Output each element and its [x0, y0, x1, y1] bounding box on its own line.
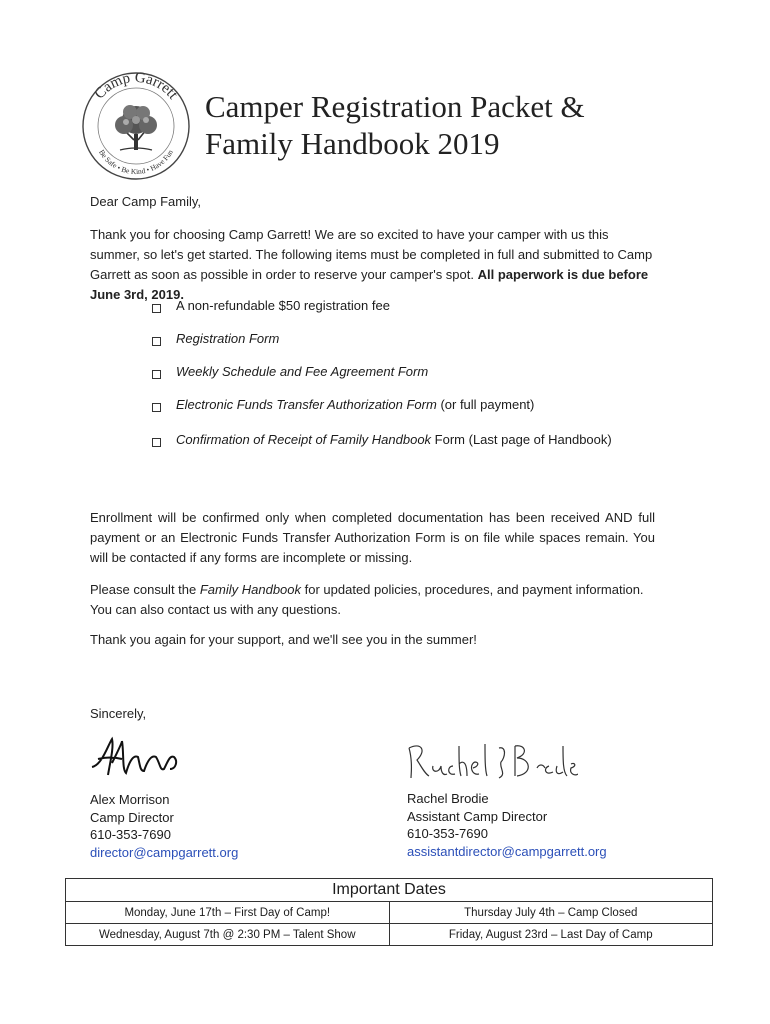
tree-icon [115, 105, 157, 150]
title-line-2: Family Handbook 2019 [205, 126, 500, 161]
enrollment-paragraph: Enrollment will be confirmed only when completed documentation has been received AND full payment or an Electronic Funds Transfer Authorization Form is on file while spaces remain. You will be contacted if any forms are incomplete or missing. [90, 510, 655, 565]
svg-text:Be Safe • Be Kind • Have Fun: Be Safe • Be Kind • Have Fun [97, 147, 175, 177]
checkbox-icon[interactable] [152, 403, 161, 412]
title-line-1: Camper Registration Packet & [205, 89, 585, 124]
intro-text: Thank you for choosing Camp Garrett! We are so excited to have your camper with us this summer, so let's get started. The following items must be completed in full and submitted to Camp Garrett as soon as possible in order to reserve your camper's spot. [90, 227, 653, 282]
signatory-title: Assistant Camp Director [407, 808, 548, 824]
checkbox-icon[interactable] [152, 304, 161, 313]
signature-rachel [403, 736, 578, 784]
signatory-email-link[interactable]: assistantdirector@campgarrett.org [407, 843, 607, 859]
table-heading: Important Dates [66, 879, 713, 902]
important-dates-table [65, 878, 713, 946]
closing: Sincerely, [90, 706, 147, 721]
checklist-item: Confirmation of Receipt of Family Handbook Form (Last page of Handbook) [150, 432, 612, 465]
deadline-text: All paperwork is due before June 3rd, 2019. [90, 267, 649, 302]
camp-logo [80, 70, 192, 182]
checklist-item: A non-refundable $50 registration fee [150, 298, 612, 331]
checklist-item: Weekly Schedule and Fee Agreement Form [150, 364, 612, 397]
checkbox-icon[interactable] [152, 370, 161, 379]
signatory-alex [90, 791, 238, 861]
date-cell: Friday, August 23rd – Last Day of Camp [389, 924, 713, 946]
signature-alex [88, 733, 188, 783]
signatory-name: Rachel Brodie [407, 791, 489, 806]
greeting: Dear Camp Family, [90, 194, 202, 209]
signatory-email-link[interactable]: director@campgarrett.org [90, 844, 239, 860]
checkbox-icon[interactable] [152, 337, 161, 346]
consult-paragraph: Please consult the Family Handbook for updated policies, procedures, and payment information. You can also contact us with any questions. [90, 582, 644, 617]
signatory-title: Camp Director [90, 809, 174, 825]
page-title [205, 88, 725, 162]
intro-paragraph [90, 225, 660, 305]
svg-text:Camp Garrett: Camp Garrett [91, 70, 181, 103]
signatory-rachel [407, 790, 607, 860]
table-row [66, 924, 713, 946]
thanks-paragraph: Thank you again for your support, and we'll see you in the summer! [90, 632, 477, 647]
date-cell: Monday, June 17th – First Day of Camp! [66, 902, 390, 924]
signatory-phone: 610-353-7690 [90, 827, 171, 842]
signatory-name: Alex Morrison [90, 792, 170, 807]
checklist-item: Electronic Funds Transfer Authorization Form (or full payment) [150, 397, 612, 430]
requirements-checklist [150, 298, 612, 465]
checklist-item: Registration Form [150, 331, 612, 364]
handbook-reference: Family Handbook [199, 582, 302, 597]
date-cell: Wednesday, August 7th @ 2:30 PM – Talent Show [66, 924, 390, 946]
signatory-phone: 610-353-7690 [407, 826, 488, 841]
date-cell: Thursday July 4th – Camp Closed [389, 902, 713, 924]
table-row [66, 902, 713, 924]
checkbox-icon[interactable] [152, 438, 161, 447]
